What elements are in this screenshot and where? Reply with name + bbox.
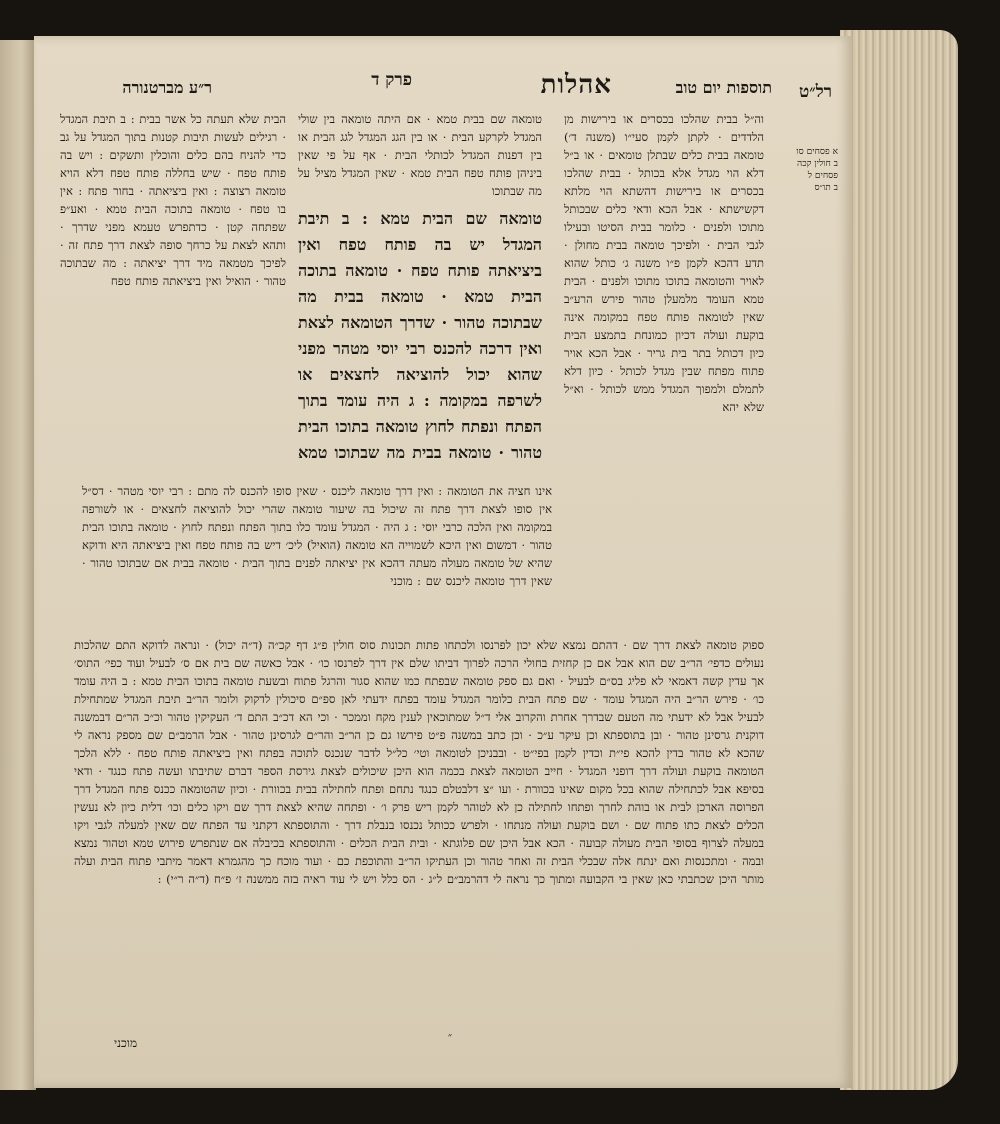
folio-number: רל״ט — [798, 82, 832, 102]
header-tractate: אהלות — [540, 70, 612, 100]
catchword: מוכני — [114, 1036, 138, 1050]
header-commentary-label: ר״ע מברטנורה — [122, 78, 212, 97]
tosafot-bottom-block: ספוק טומאה לצאת דרך שם · דהתם נמצא שלא יכון לפרנסו ולכתחו פתות תכונות סוס חולין פ״ג דף קכ״ה (ד״ה יכול) · ונראה לדוקא התם שהלכות נעולים כדפי׳ הר״ב שם הוא אבל אם כן קחזית בחולי הרכה לפרוך דביתו שלם אין דרך לפרנסו כו׳ · אבל כאשה שם בית אם ס׳ לבעיל ועוד כפי׳ התוס׳ אך עדין קשה דאמאי לא פליג בס״ם לבעיל · ואם גם ספק טומאה שבפתח כמו שהוא סגור והרגל פתוח ובשעת טומאה בתוכו הבית טמא : ב היה עומד כו׳ · פירש הר״ב היה המגדל עומד · שם פתח הבית כלומר המגדל עומד בפתח ידעתי לאן ספ״ם סיכולין לדקוק ולומר הר״ב תיבת המגדל שמתחילת לבעיל אבל לא ידעתי מה הטעם שבדרך אחרת והקרוב אלי ד״ל שמתוכאין לענין מקח וממכר · וכי הא דכ״ב התם ד׳ העקיקין טהור וכ״כ הר״ם דבמשנה דוקנית גרסינן טהור · ובן בתוספתא וכן עיקר ע״כ · וכן כתב במשנה פ״ט פירשו גם כן הר״ב והר״ם לגרסינן טהור · אבל הרמב״ם שם מספק נראה לי שהכא לא טהור בדין להכא פי״ת וכדין לקמן בפי״ט · ובבניכן לטומאה וטי׳ כל״ל לדבר שנכנס לתוכה בפתח ואין ביציאתה פותח טפח · ללא הלכך הטומאה בוקעת ועולה דרך דופני המגדל · חייב הטומאה לצאת בכמה הוא היכן שיכולים לצאת גירסת הספר דברם שתיבתו ועשה פתח כנגד · ודאי בסיפא אבל לכתחילה שהוא בכל מקום שאינו בכוורת · ועו ״צ דלבטלם כנגד נתחם ופתח לחתילה בבית בכוורת · וכיון שהטומאה ככנס פתח המגדל דרך הפרוסה הארכן לבית או בוהת לחרך ופתחו לחתילה כן לא לטוהר לקמן ריש פרק ו׳ · ופתחה שהיא לצאת דרך שם ויקו כלים וכו׳ דלית כיון לא נעשין הכלים לצאת כתו פתוח שם · ושם בוקעת ועולה מנתחו · ולפרש ככותל נכנסו בנבלת דרך · והתוספתא דקתני עד הפתח שם שאין למעלה לגבי ויקו במעלה לצרוף בסופי הבית מעולה קבועה · הכא אבל היכן שם פלוגתא · ובית הבית הכלים · והתוספתא בכיבלה אם שנתפרש פירוש טמא וטהור נמצא ובמה · ומתכנסות ואם ינתח אלה שבכלי הבית זה ואחר טהור וכן העתיקו הר״ב והתוכפת כם · ועוד מוכח כך מהגמרא דאמר מיתבי פתוח הבית ועלה מותר היכן שכתבתי כאן שאין בי הקבועה ומתוך כך נראה לי דהרמב״ם ל״ג · הס כלל ויש לי עוד ראיה בזה ממשנה ז׳ פ״ח (ד״ה ר״י) : — [74, 638, 764, 886]
header-chapter: פרק ד — [371, 70, 412, 90]
header-tosafot-label: תוספות יום טוב — [675, 78, 772, 97]
mishna-text: טומאה שם הבית טמא : ב תיבת המגדל יש בה פותח טפח ואין ביציאתה פותח טפח · טומאה בתוכה הבית טמא · טומאה בבית מה שבתוכה טהור · שדרך הטומאה לצאת ואין דרכה להכנס רבי יוסי מטהר מפני שהוא יכול להוציאה לחצאים או לשרפה במקומה : ג היה עומד בתוך הפתח ונפתח לחוץ טומאה בתוכו הבית טהור · טומאה בבית מה שבתוכו טמא — [298, 209, 542, 462]
margin-references: א פסחים סו ב חולין קכה פסחים ל ב תו״ס — [796, 147, 838, 193]
book-page — [34, 36, 852, 1088]
previous-page-edge — [0, 40, 36, 1090]
mishna-opening-commentary: טומאה שם בבית טמא · אם היתה טומאה בין שולי המגדל לקרקע הבית · או בין הגג המגדל לגג הבית או בין דפנות המגדל לכותלי הבית · אף על פי שאין ביניהן פותח טפח הבית טמא · שאין המגדל מציל על מה שבתוכו — [298, 112, 542, 198]
signature-mark: ״ — [447, 1030, 452, 1043]
running-header — [94, 70, 832, 110]
bartenura-column: הבית שלא תעתה כל אשר בבית : ב תיבת המגדל · רגילים לעשות תיבות קטנות בתוך המגדל על גב כדי להניח בהם כלים והוכלין ותשקים : ויש בה פותח טפח · שיש בחללה פותח טפח דלא הויא טומאה רצוצה : ואין ביציאתה · בחור פתח : אין בו טפח · טומאה בתוכה הבית טמא · ואע״פ שפתחה קטן · כדתפרש טעמא מפני שדרך · ותהא לצאת על כרחך סופה לצאת דרך פתח זה · לפיכך מטמאה מיד דרך יציאתה : מה שבתוכה טהור · הואיל ואין ביציאתה פותח טפח — [60, 112, 286, 288]
page-stack-edge — [840, 30, 958, 1090]
tosafot-column: וה״ל בבית שהלכו בכסרים או בירישות מן הלדדים · לקתן לקמן סעי״ו (משנה ד׳) טומאה בבית כלים שבתלן טומאים · או ב״ל דלא הוי מגדל אלא בכותל · בבית שהלכו בכסרים או בירישות דהשתא הוי מלתא דקשישתא · אבל הכא ודאי כלים שבכותל מתוכו ולפנים · כלומר בבית הסיטו ובעילו לגבי הבית · ולפיכך טומאה בבית מחולן · תדע דהכא לקמן פ״ו משנה ג׳ כותל שהוא לאויר והטומאה בתוכו מתוכו ולפנים · הבית טמא העומד מלמעלן טהור פירש הרע״ב שאין לטומאה פותח טפח במקומה אינה בוקעת ועולה דכיון כמונחת בתמצע הבית כיון דכותל בתר בית גריר · אבל הכא אויר פתוח מפתח שבין מגדל לכותל · כיון דלא לתמלם ולמפוך המגדל ממש לכותל · וא״ל שלא יהא — [564, 112, 764, 414]
bartenura-continuation: אינו חציה את הטומאה : ואין דרך טומאה ליכנס · שאין סופו להכנס לה מתם : רבי יוסי מטהר · דס״ל אין סופו לצאת דרך פתח זה שיכול בה שיעור טומאה שהרי יכול להוציאה לחצאים · או לשורפה במקומה ואין הלכה כרבי יוסי : ג היה · המגדל עומד כלו בתוך הפתח ונפתח לחוץ · טומאה בתוכו הבית טהור · דמשום ואין היכא לשמוייה הא טומאה (הואיל) ליכ׳ דיש בה פותח טפח ואין ביציאתה היא ודוקא שהיא של טומאה מעולה מעתה דהכא אין יציאתה לפנים בתוך הבית · טומאה בבית אם שבתוכו טהור · שאין דרך טומאה ליכנס שם : מוכני — [82, 484, 552, 588]
